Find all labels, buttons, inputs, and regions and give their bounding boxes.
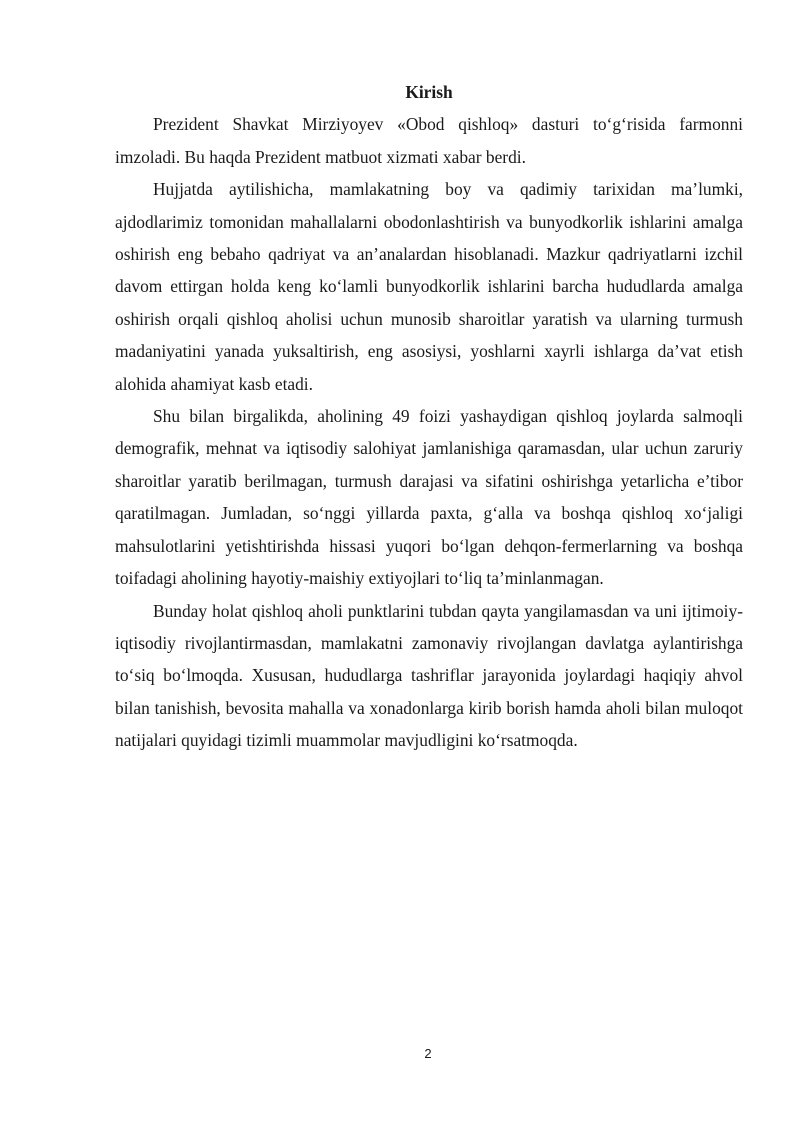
page-number: 2 [424, 1046, 432, 1061]
document-body [115, 76, 743, 757]
paragraph-3: Shu bilan birgalikda, aholining 49 foizi yashaydigan qishloq joylarda salmoqli demografik, mehnat va iqtisodiy salohiyat jamlanishiga qaramasdan, ular uchun zaruriy sharoitlar yaratib berilmagan, turmush darajasi va sifatini oshirishga yetarlicha e’tibor qaratilmagan. Jumladan, so‘nggi yillarda paxta, g‘alla va boshqa qishloq xo‘jaligi mahsulotlarini yetishtirishda hissasi yuqori bo‘lgan dehqon-fermerlarning va boshqa toifadagi aholining hayotiy-maishiy extiyojlari to‘liq ta’minlanmagan. [115, 406, 743, 589]
section-title: Kirish [405, 82, 453, 102]
paragraph-4: Bunday holat qishloq aholi punktlarini tubdan qayta yangilamasdan va uni ijtimoiy-iqtisodiy rivojlantirmasdan, mamlakatni zamonaviy rivojlangan davlatga aylantirishga to‘siq bo‘lmoqda. Xususan, hududlarga tashriflar jarayonida joylardagi haqiqiy ahvol bilan tanishish, bevosita mahalla va xonadonlarga kirib borish hamda aholi bilan muloqot natijalari quyidagi tizimli muammolar mavjudligini ko‘rsatmoqda. [115, 600, 743, 751]
paragraph-1: Prezident Shavkat Mirziyoyev «Obod qishloq» dasturi to‘g‘risida farmonni imzoladi. Bu haqda Prezident matbuot xizmati xabar berdi. [115, 114, 743, 167]
paragraph-2: Hujjatda aytilishicha, mamlakatning boy va qadimiy tarixidan ma’lumki, ajdodlarimiz tomonidan mahallalarni obodonlashtirish va bunyodkorlik ishlarini amalga oshirish eng bebaho qadriyat va an’analardan hisoblanadi. Mazkur qadriyatlarni izchil davom ettirgan holda keng ko‘lamli bunyodkorlik ishlarini barcha hududlarda amalga oshirish orqali qishloq aholisi uchun munosib sharoitlar yaratish va ularning turmush madaniyatini yanada yuksaltirish, eng asosiysi, yoshlarni xayrli ishlarga da’vat etish alohida ahamiyat kasb etadi. [115, 179, 743, 394]
